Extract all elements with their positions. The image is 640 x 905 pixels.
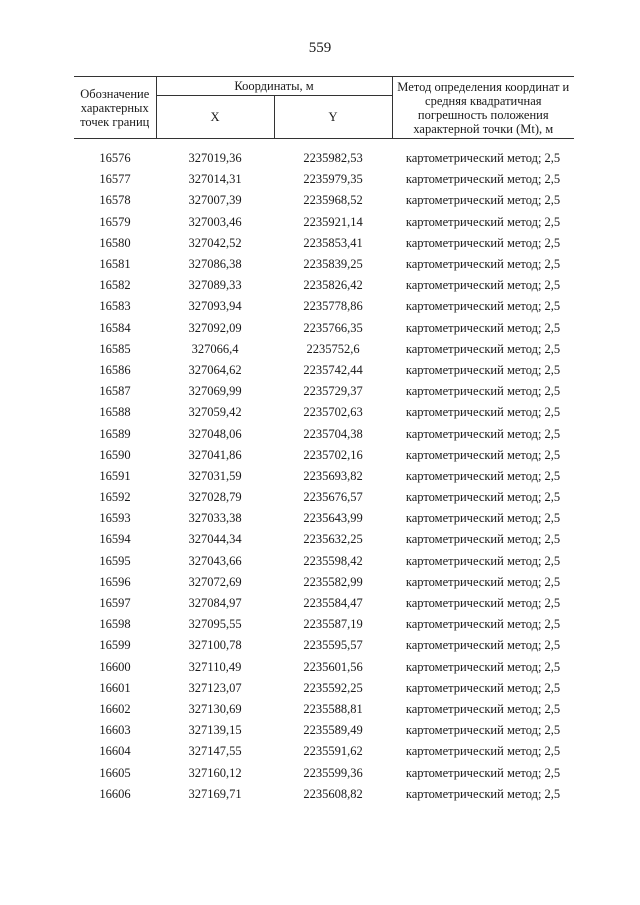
coordinates-table [74,148,574,805]
table-row [74,529,574,550]
method-cell: картометрический метод; 2,5 [405,617,561,632]
table-header [74,76,574,139]
x-coordinate-cell: 327007,39 [188,193,242,208]
point-id-cell: 16579 [99,214,131,229]
method-cell: картометрический метод; 2,5 [405,723,561,738]
y-coordinate-cell: 2235982,53 [303,151,363,166]
x-coordinate-cell: 327089,33 [188,278,242,293]
x-coordinate-cell: 327041,86 [188,447,242,462]
x-coordinate-cell: 327086,38 [188,257,242,272]
method-cell: картометрический метод; 2,5 [405,214,561,229]
point-id-cell: 16597 [99,596,131,611]
point-id-cell: 16583 [99,299,131,314]
x-coordinate-cell: 327014,31 [188,172,242,187]
table-row [74,445,574,466]
method-cell: картометрический метод; 2,5 [405,278,561,293]
point-id-cell: 16603 [99,723,131,738]
method-cell: картометрический метод; 2,5 [405,574,561,589]
point-id-cell: 16593 [99,511,131,526]
table-row [74,784,574,805]
x-coordinate-cell: 327069,99 [188,384,242,399]
x-coordinate-cell: 327139,15 [188,723,242,738]
y-coordinate-cell: 2235584,47 [303,596,363,611]
header-method-label: Метод определения координат и средняя квадратичная погрешность положения характерной точки (Mt), м [392,77,574,139]
method-cell: картометрический метод; 2,5 [405,447,561,462]
point-id-cell: 16590 [99,447,131,462]
y-coordinate-cell: 2235729,37 [303,384,363,399]
point-id-cell: 16595 [99,553,131,568]
table-row [74,741,574,762]
point-id-cell: 16601 [99,680,131,695]
method-cell: картометрический метод; 2,5 [405,193,561,208]
point-id-cell: 16596 [99,574,131,589]
table-row [74,296,574,317]
method-cell: картометрический метод; 2,5 [405,744,561,759]
table-row [74,233,574,254]
x-coordinate-cell: 327043,66 [188,553,242,568]
method-cell: картометрический метод; 2,5 [405,362,561,377]
y-coordinate-cell: 2235676,57 [303,490,363,505]
method-cell: картометрический метод; 2,5 [405,468,561,483]
y-coordinate-cell: 2235826,42 [303,278,363,293]
table-row [74,169,574,190]
x-coordinate-cell: 327033,38 [188,511,242,526]
point-id-cell: 16602 [99,701,131,716]
table-row [74,360,574,381]
y-coordinate-cell: 2235601,56 [303,659,363,674]
point-id-cell: 16594 [99,532,131,547]
y-coordinate-cell: 2235921,14 [303,214,363,229]
point-id-cell: 16605 [99,765,131,780]
y-coordinate-cell: 2235589,49 [303,723,363,738]
table-row [74,657,574,678]
table-row [74,423,574,444]
point-id-cell: 16592 [99,490,131,505]
point-id-cell: 16598 [99,617,131,632]
table-row [74,190,574,211]
x-coordinate-cell: 327084,97 [188,596,242,611]
point-id-cell: 16576 [99,151,131,166]
method-cell: картометрический метод; 2,5 [405,405,561,420]
method-cell: картометрический метод; 2,5 [405,426,561,441]
point-id-cell: 16578 [99,193,131,208]
method-cell: картометрический метод; 2,5 [405,532,561,547]
x-coordinate-cell: 327147,55 [188,744,242,759]
table-row [74,635,574,656]
table-row [74,699,574,720]
y-coordinate-cell: 2235632,25 [303,532,363,547]
point-id-cell: 16580 [99,235,131,250]
point-id-cell: 16591 [99,468,131,483]
point-id-cell: 16581 [99,257,131,272]
x-coordinate-cell: 327072,69 [188,574,242,589]
y-coordinate-cell: 2235702,63 [303,405,363,420]
header-point-label: Обозначение характерных точек границ [74,77,156,139]
x-coordinate-cell: 327064,62 [188,362,242,377]
y-coordinate-cell: 2235595,57 [303,638,363,653]
table-row [74,381,574,402]
method-cell: картометрический метод; 2,5 [405,151,561,166]
x-coordinate-cell: 327048,06 [188,426,242,441]
header-y-label: Y [274,96,392,139]
method-cell: картометрический метод; 2,5 [405,638,561,653]
y-coordinate-cell: 2235592,25 [303,680,363,695]
y-coordinate-cell: 2235702,16 [303,447,363,462]
x-coordinate-cell: 327044,34 [188,532,242,547]
x-coordinate-cell: 327042,52 [188,235,242,250]
method-cell: картометрический метод; 2,5 [405,596,561,611]
y-coordinate-cell: 2235587,19 [303,617,363,632]
x-coordinate-cell: 327123,07 [188,680,242,695]
table-row [74,720,574,741]
point-id-cell: 16588 [99,405,131,420]
point-id-cell: 16589 [99,426,131,441]
point-id-cell: 16604 [99,744,131,759]
x-coordinate-cell: 327160,12 [188,765,242,780]
table-row [74,614,574,635]
y-coordinate-cell: 2235968,52 [303,193,363,208]
y-coordinate-cell: 2235591,62 [303,744,363,759]
method-cell: картометрический метод; 2,5 [405,659,561,674]
y-coordinate-cell: 2235643,99 [303,511,363,526]
x-coordinate-cell: 327031,59 [188,468,242,483]
point-id-cell: 16577 [99,172,131,187]
method-cell: картометрический метод; 2,5 [405,553,561,568]
point-id-cell: 16585 [99,341,131,356]
method-cell: картометрический метод; 2,5 [405,511,561,526]
y-coordinate-cell: 2235588,81 [303,701,363,716]
x-coordinate-cell: 327169,71 [188,786,242,801]
method-cell: картометрический метод; 2,5 [405,299,561,314]
table-row [74,572,574,593]
point-id-cell: 16582 [99,278,131,293]
y-coordinate-cell: 2235598,42 [303,553,363,568]
x-coordinate-cell: 327100,78 [188,638,242,653]
table-row [74,487,574,508]
table-row [74,593,574,614]
table-row [74,275,574,296]
table-row [74,254,574,275]
x-coordinate-cell: 327130,69 [188,701,242,716]
x-coordinate-cell: 327019,36 [188,151,242,166]
method-cell: картометрический метод; 2,5 [405,701,561,716]
point-id-cell: 16599 [99,638,131,653]
page-number: 559 [308,40,332,56]
y-coordinate-cell: 2235979,35 [303,172,363,187]
table-row [74,318,574,339]
method-cell: картометрический метод; 2,5 [405,680,561,695]
coordinates-table-body [74,148,574,805]
y-coordinate-cell: 2235599,36 [303,765,363,780]
table-row [74,508,574,529]
point-id-cell: 16586 [99,362,131,377]
x-coordinate-cell: 327095,55 [188,617,242,632]
method-cell: картометрический метод; 2,5 [405,490,561,505]
table-row [74,339,574,360]
y-coordinate-cell: 2235704,38 [303,426,363,441]
header-x-label: X [156,96,274,139]
x-coordinate-cell: 327003,46 [188,214,242,229]
point-id-cell: 16606 [99,786,131,801]
y-coordinate-cell: 2235752,6 [306,341,360,356]
table-row [74,402,574,423]
x-coordinate-cell: 327059,42 [188,405,242,420]
x-coordinate-cell: 327110,49 [188,659,242,674]
y-coordinate-cell: 2235853,41 [303,235,363,250]
method-cell: картометрический метод; 2,5 [405,235,561,250]
method-cell: картометрический метод; 2,5 [405,786,561,801]
table-row [74,551,574,572]
method-cell: картометрический метод; 2,5 [405,384,561,399]
method-cell: картометрический метод; 2,5 [405,172,561,187]
table-row [74,762,574,783]
table-row [74,148,574,169]
point-id-cell: 16600 [99,659,131,674]
method-cell: картометрический метод; 2,5 [405,257,561,272]
header-coords-label: Координаты, м [156,77,392,96]
y-coordinate-cell: 2235839,25 [303,257,363,272]
y-coordinate-cell: 2235742,44 [303,362,363,377]
method-cell: картометрический метод; 2,5 [405,341,561,356]
point-id-cell: 16584 [99,320,131,335]
x-coordinate-cell: 327028,79 [188,490,242,505]
table-row [74,212,574,233]
table-row [74,678,574,699]
y-coordinate-cell: 2235582,99 [303,574,363,589]
point-id-cell: 16587 [99,384,131,399]
y-coordinate-cell: 2235693,82 [303,468,363,483]
table-row [74,466,574,487]
y-coordinate-cell: 2235608,82 [303,786,363,801]
method-cell: картометрический метод; 2,5 [405,765,561,780]
x-coordinate-cell: 327092,09 [188,320,242,335]
method-cell: картометрический метод; 2,5 [405,320,561,335]
y-coordinate-cell: 2235766,35 [303,320,363,335]
x-coordinate-cell: 327093,94 [188,299,242,314]
y-coordinate-cell: 2235778,86 [303,299,363,314]
x-coordinate-cell: 327066,4 [191,341,239,356]
